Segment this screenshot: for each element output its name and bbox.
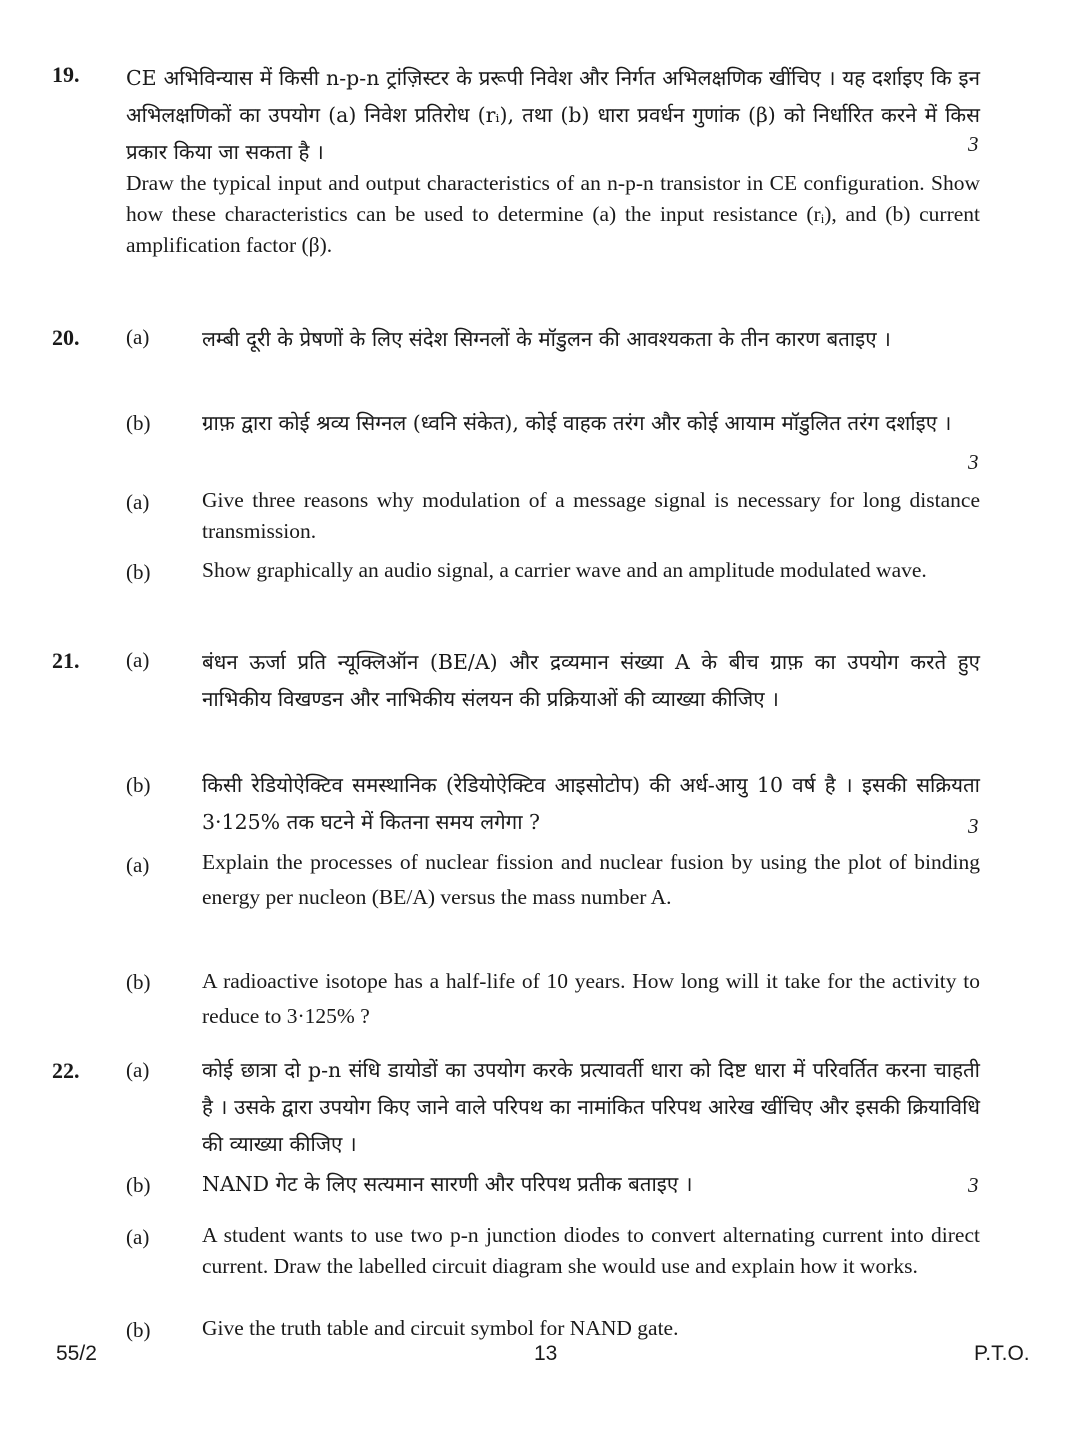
part-label: (b) <box>126 411 151 435</box>
part-label: (b) <box>126 1318 151 1342</box>
part-a-hindi-text: बंधन ऊर्जा प्रति न्यूक्लिऑन (BE/A) और द्रव्यमान संख्या A के बीच ग्राफ़ का उपयोग करते हुए नाभिकीय विखण्डन और नाभिकीय संलयन की प्रक्रियाओं की व्याख्या कीजिए । <box>202 650 980 711</box>
part-b-hindi-text: NAND गेट के लिए सत्यमान सारणी और परिपथ प्रतीक बताइए । <box>202 1172 693 1196</box>
part-label: (b) <box>126 560 151 584</box>
part-a-english-text: A student wants to use two p-n junction diodes to convert alternating current into direct current. Draw the labelled circuit diagram she would use and explain how it works. <box>202 1223 980 1278</box>
part-label: (a) <box>126 648 150 672</box>
part-a-hindi-text: लम्बी दूरी के प्रेषणों के लिए संदेश सिग्नलों के मॉडुलन की आवश्यकता के तीन कारण बताइए । <box>202 327 891 351</box>
marks-label: 3 <box>968 450 979 474</box>
part-label: (a) <box>126 1225 150 1249</box>
part-b-english-text: Give the truth table and circuit symbol for NAND gate. <box>202 1316 679 1340</box>
question-number: 19. <box>52 62 80 87</box>
part-b-hindi-text: किसी रेडियोऐक्टिव समस्थानिक (रेडियोऐक्टिव आइसोटोप) की अर्ध-आयु 10 वर्ष है । इसकी सक्रियता 3·125% तक घटने में कितना समय लगेगा ? <box>202 773 980 834</box>
part-label: (b) <box>126 1173 151 1197</box>
pto-label: P.T.O. <box>974 1342 1030 1365</box>
part-label: (a) <box>126 1058 150 1082</box>
part-a-hindi-text: कोई छात्रा दो p-n संधि डायोडों का उपयोग करके प्रत्यावर्ती धारा को दिष्ट धारा में परिवर्तित करना चाहती है । उसके द्वारा उपयोग किए जाने वाले परिपथ का नामांकित परिपथ आरेख खींचिए और इसकी क्रियाविधि की व्याख्या कीजिए । <box>202 1058 980 1156</box>
part-a-english-text: Give three reasons why modulation of a message signal is necessary for long distance transmission. <box>202 488 980 543</box>
part-label: (b) <box>126 970 151 994</box>
part-b-hindi-text: ग्राफ़ द्वारा कोई श्रव्य सिग्नल (ध्वनि संकेत), कोई वाहक तरंग और कोई आयाम मॉडुलित तरंग दर्शाइए । <box>202 411 952 435</box>
part-label: (a) <box>126 325 150 349</box>
question-number: 22. <box>52 1058 80 1083</box>
part-label: (a) <box>126 853 150 877</box>
question-english-text: Draw the typical input and output characteristics of an n-p-n transistor in CE configuration. Show how these characteristics can be used to determine (a) the input resistance (rᵢ), and (b) current amplification factor (β). <box>126 171 980 257</box>
part-label: (a) <box>126 490 150 514</box>
part-label: (b) <box>126 773 151 797</box>
part-a-english-text: Explain the processes of nuclear fission and nuclear fusion by using the plot of binding energy per nucleon (BE/A) versus the mass number A. <box>202 850 980 909</box>
part-b-english-text: A radioactive isotope has a half-life of 10 years. How long will it take for the activity to reduce to 3·125% ? <box>202 969 980 1028</box>
marks-label: 3 <box>968 814 979 838</box>
part-b-english-text: Show graphically an audio signal, a carrier wave and an amplitude modulated wave. <box>202 558 927 582</box>
page-number: 13 <box>534 1342 558 1365</box>
question-number: 20. <box>52 325 80 350</box>
question-number: 21. <box>52 648 80 673</box>
question-hindi-text: CE अभिविन्यास में किसी n-p-n ट्रांज़िस्टर के प्ररूपी निवेश और निर्गत अभिलक्षणिक खींचिए । यह दर्शाइए कि इन अभिलक्षणिकों का उपयोग (a) निवेश प्रतिरोध (rᵢ), तथा (b) धारा प्रवर्धन गुणांक (β) को निर्धारित करने में किस प्रकार किया जा सकता है । <box>126 66 980 164</box>
marks-label: 3 <box>968 132 979 156</box>
paper-code: 55/2 <box>56 1342 97 1365</box>
marks-label: 3 <box>968 1173 979 1197</box>
